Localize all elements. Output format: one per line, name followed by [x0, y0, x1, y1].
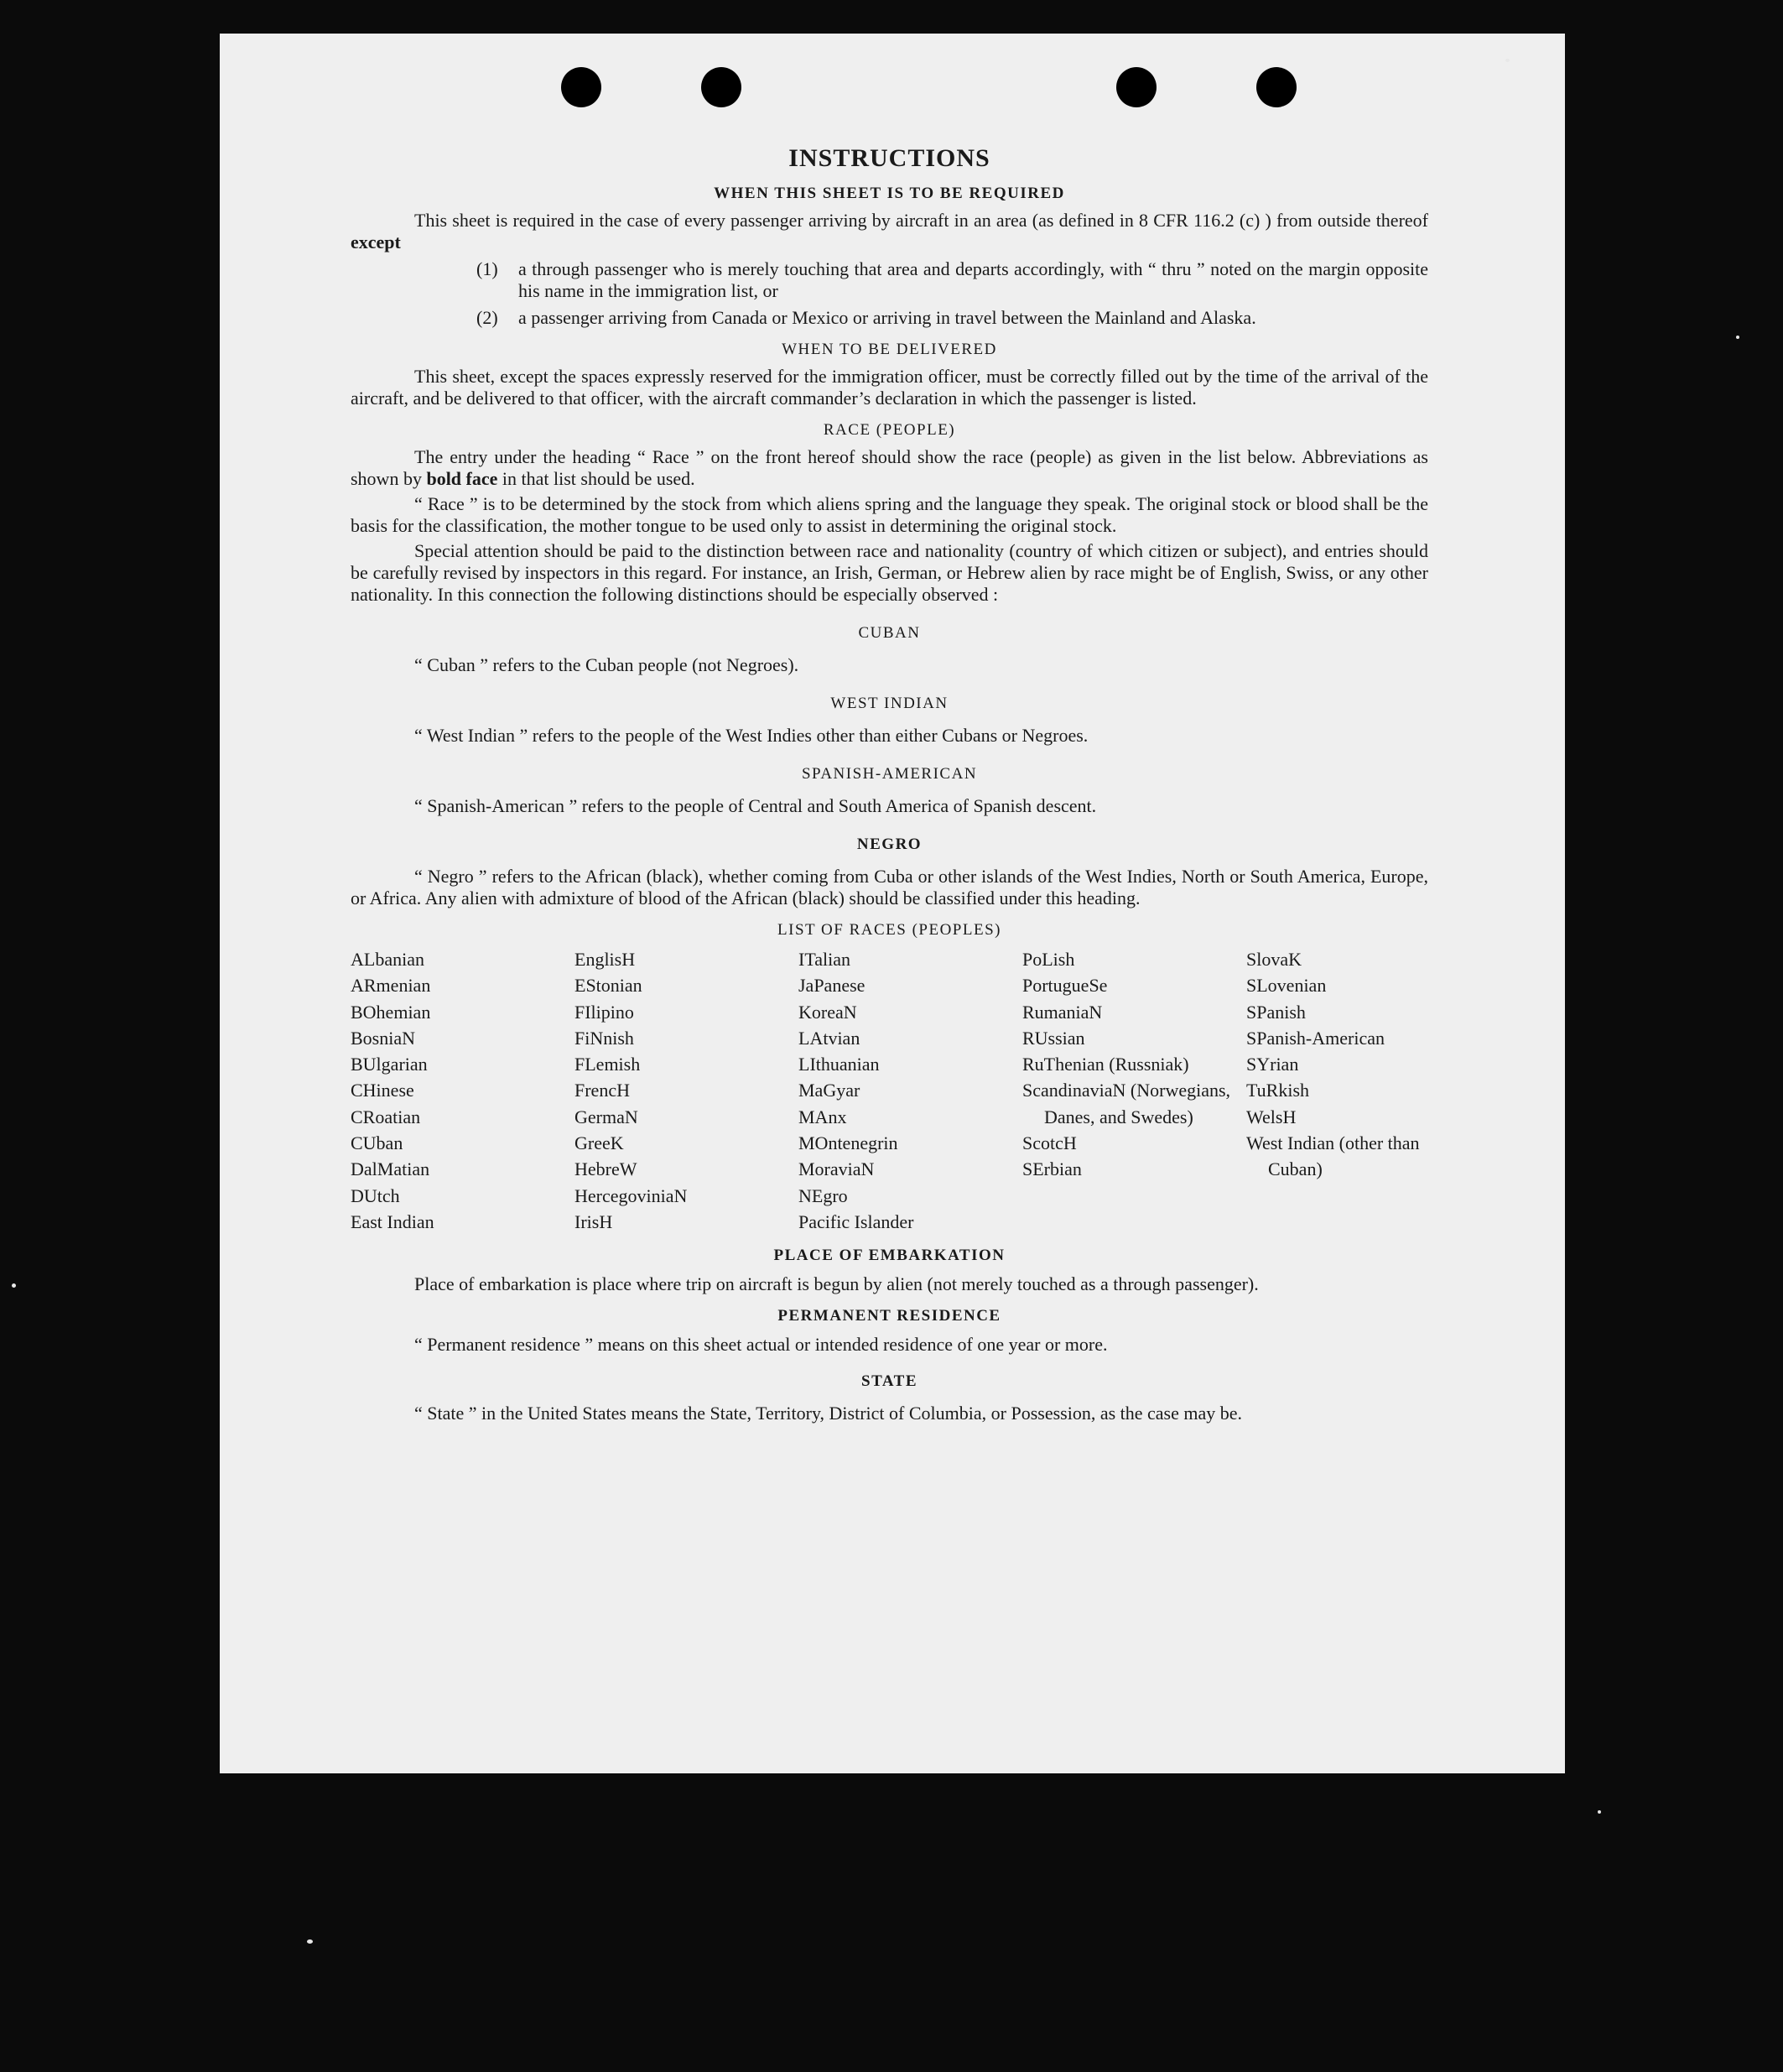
race-entry: GreeK: [574, 1132, 624, 1154]
race-entry: TuRkish: [1246, 1080, 1310, 1101]
race-entry: BosniaN: [351, 1027, 415, 1049]
when-delivered-text: This sheet, except the spaces expressly reserved for the immigration officer, must be correctly filled out by the time of the arrival of the aircraft, and be delivered to that officer, with the aircraft commander’s declaration in which the passenger is listed.: [351, 366, 1428, 409]
punch-hole: [561, 67, 601, 107]
race-entry: SErbian: [1022, 1158, 1082, 1180]
race-entry: FiNnish: [574, 1027, 634, 1049]
races-column: [1246, 946, 1428, 1235]
when-required-intro: This sheet is required in the case of every passenger arriving by aircraft in an area (as defined in 8 CFR 116.2 (c) ) from outside thereof except: [351, 210, 1428, 252]
heading-state: STATE: [861, 1372, 917, 1391]
heading-when-required: WHEN THIS SHEET IS TO BE REQUIRED: [714, 185, 1065, 202]
race-entry: SLovenian: [1246, 975, 1327, 997]
race-entry: MOntenegrin: [798, 1132, 898, 1154]
state-text: “ State ” in the United States means the State, Territory, District of Columbia, or Possession, as the case may be.: [414, 1403, 1243, 1424]
race-entry: MoraviaN: [798, 1158, 875, 1180]
bold-face-text: bold face: [426, 468, 498, 489]
race-entry: West Indian (other than Cuban): [1246, 1132, 1420, 1180]
heading-list-of-races: LIST OF RACES (PEOPLES): [777, 921, 1001, 939]
heading-negro: NEGRO: [856, 836, 923, 853]
race-entry: BUlgarian: [351, 1054, 428, 1075]
race-entry: LIthuanian: [798, 1054, 880, 1075]
heading-residence: PERMANENT RESIDENCE: [777, 1307, 1001, 1325]
instructions-body: [351, 144, 1428, 1428]
race-entry: PortugueSe: [1022, 975, 1108, 997]
except-bold: except: [351, 232, 401, 252]
race-entry: ScandinaviaN (Norwegians, Danes, and Swedes): [1022, 1080, 1231, 1127]
race-entry: ITalian: [798, 949, 850, 970]
document-sheet: [220, 34, 1565, 1773]
races-column: [798, 946, 1022, 1235]
race-entry: ScotcH: [1022, 1132, 1077, 1154]
race-entry: MAnx: [798, 1106, 847, 1127]
race-entry: FIlipino: [574, 1001, 634, 1023]
race-entry: KoreaN: [798, 1001, 857, 1023]
race-entry: SYrian: [1246, 1054, 1299, 1075]
punch-hole: [1116, 67, 1157, 107]
scan-speck: [1598, 1810, 1601, 1814]
race-paragraph-2: “ Race ” is to be determined by the stock from which aliens spring and the language they speak. The original stock or blood shall be the basis for the classification, the mother tongue to be used only to assist in determining the original stock.: [351, 493, 1428, 536]
race-entry: CUban: [351, 1132, 403, 1154]
cuban-text: “ Cuban ” refers to the Cuban people (not Negroes).: [414, 654, 799, 675]
heading-west-indian: WEST INDIAN: [830, 695, 949, 712]
races-column: [574, 946, 798, 1235]
race-entry: RuThenian (Russniak): [1022, 1054, 1189, 1075]
race-entry: HebreW: [574, 1158, 637, 1180]
race-entry: LAtvian: [798, 1027, 860, 1049]
race-entry: East Indian: [351, 1210, 434, 1232]
race-entry: ARmenian: [351, 975, 431, 997]
race-entry: EStonian: [574, 975, 642, 997]
race-entry: IrisH: [574, 1210, 613, 1232]
west-indian-text: “ West Indian ” refers to the people of the West Indies other than either Cubans or Negroes.: [414, 725, 1089, 746]
punch-hole: [701, 67, 741, 107]
page-title: INSTRUCTIONS: [788, 144, 990, 172]
race-entry: RumaniaN: [1022, 1001, 1103, 1023]
exception-item: (2) a passenger arriving from Canada or Mexico or arriving in travel between the Mainland and Alaska.: [476, 307, 1256, 328]
race-entry: DalMatian: [351, 1158, 430, 1180]
race-paragraph-1: The entry under the heading “ Race ” on the front hereof should show the race (people) as given in the list below. Abbreviations as shown by bold face in that list should be used.: [351, 446, 1428, 489]
race-entry: Pacific Islander: [798, 1210, 914, 1232]
race-entry: WelsH: [1246, 1106, 1297, 1127]
race-entry: JaPanese: [798, 975, 866, 997]
heading-cuban: CUBAN: [858, 624, 921, 642]
race-entry: DUtch: [351, 1184, 400, 1206]
races-column: [351, 946, 574, 1235]
race-entry: MaGyar: [798, 1080, 860, 1101]
scan-speck: [1505, 59, 1510, 62]
race-entry: GermaN: [574, 1106, 638, 1127]
race-entry: BOhemian: [351, 1001, 431, 1023]
race-entry: RUssian: [1022, 1027, 1085, 1049]
heading-embarkation: PLACE OF EMBARKATION: [773, 1247, 1006, 1265]
race-entry: SlovaK: [1246, 949, 1302, 970]
negro-text: “ Negro ” refers to the African (black), whether coming from Cuba or other islands of the West Indies, North or South America, Europe, or Africa. Any alien with admixture of blood of the African (black) should be classified under this heading.: [351, 866, 1428, 908]
scan-speck: [307, 1939, 313, 1944]
residence-text: “ Permanent residence ” means on this sheet actual or intended residence of one year or more.: [414, 1334, 1108, 1356]
heading-race: RACE (PEOPLE): [823, 421, 956, 439]
races-list: [351, 946, 1428, 1235]
punch-hole: [1256, 67, 1297, 107]
exception-item: (1) a through passenger who is merely touching that area and departs accordingly, with “ thru ” noted on the margin opposite his name in the immigration list, or: [476, 258, 1428, 301]
embarkation-text: Place of embarkation is place where trip on aircraft is begun by alien (not merely touched as a through passenger).: [414, 1273, 1259, 1295]
heading-when-delivered: WHEN TO BE DELIVERED: [782, 341, 997, 358]
race-entry: CRoatian: [351, 1106, 421, 1127]
race-entry: NEgro: [798, 1184, 848, 1206]
race-entry: PoLish: [1022, 949, 1075, 970]
race-entry: FrencH: [574, 1080, 630, 1101]
heading-spanish-american: SPANISH-AMERICAN: [801, 765, 978, 783]
race-entry: EnglisH: [574, 949, 636, 970]
scan-speck: [1736, 336, 1739, 339]
race-entry: FLemish: [574, 1054, 641, 1075]
spanish-american-text: “ Spanish-American ” refers to the people of Central and South America of Spanish descent.: [414, 795, 1097, 816]
race-entry: SPanish-American: [1246, 1027, 1385, 1049]
race-paragraph-3: Special attention should be paid to the distinction between race and nationality (country of which citizen or subject), and entries should be carefully revised by inspectors in this regard. For instance, an Irish, German, or Hebrew alien by race might be of English, Swiss, or any other nationality. In this connection the following distinctions should be especially observed :: [351, 540, 1428, 605]
races-column: [1022, 946, 1246, 1235]
race-entry: HercegoviniaN: [574, 1184, 688, 1206]
race-entry: CHinese: [351, 1080, 414, 1101]
scan-speck: [12, 1283, 16, 1288]
race-entry: SPanish: [1246, 1001, 1306, 1023]
race-entry: ALbanian: [351, 949, 424, 970]
